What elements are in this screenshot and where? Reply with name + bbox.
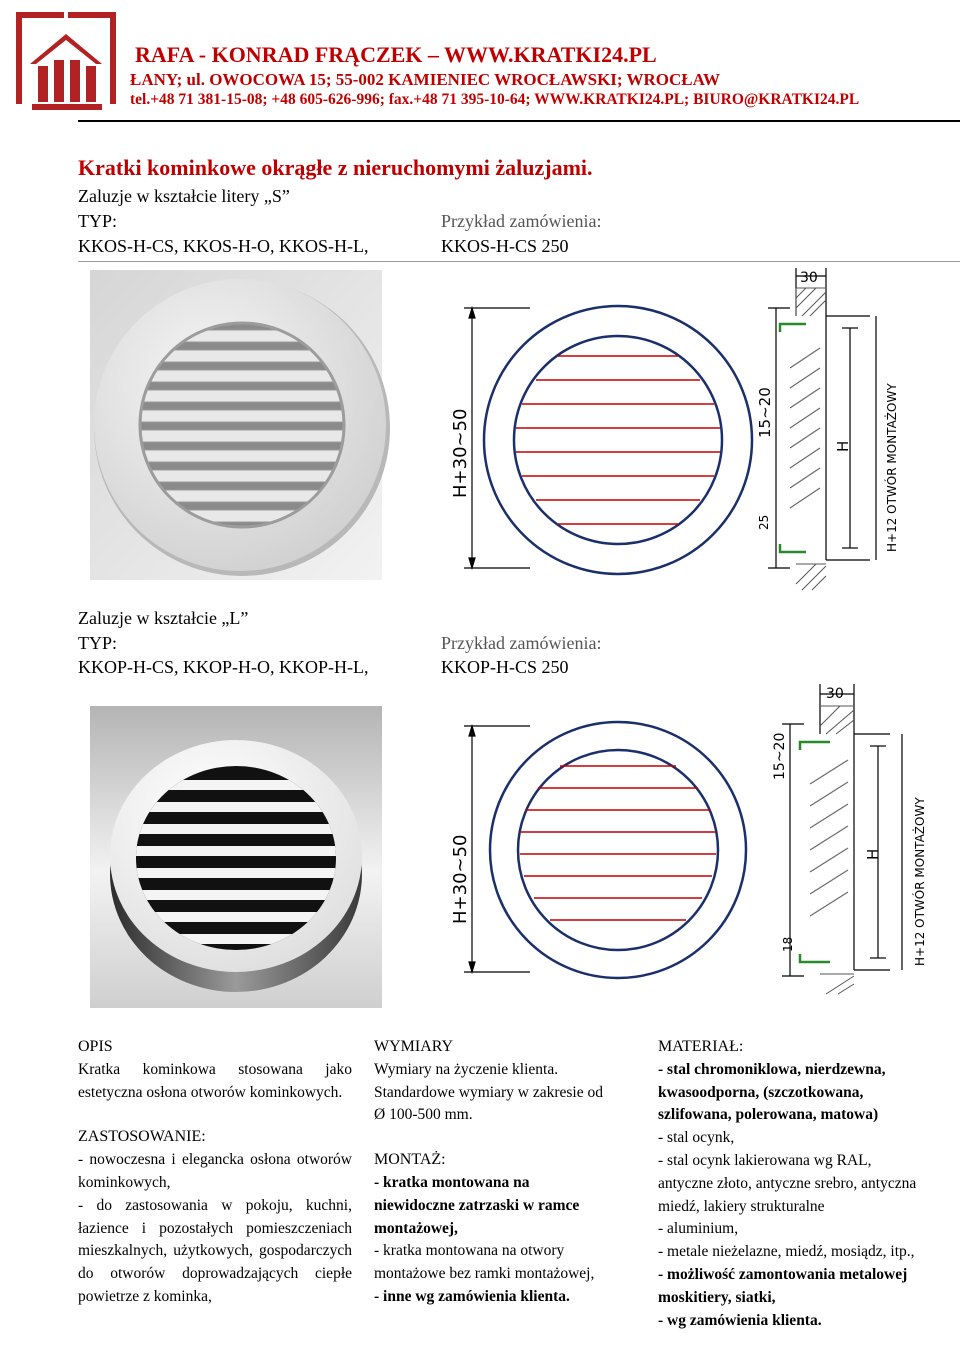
dim-top-s: 30 [800, 270, 818, 286]
company-logo [6, 4, 126, 116]
dim-opening-l: H+12 OTWÓR MONTAŻOWY [913, 797, 927, 966]
dim-slat-s: 15~20 [756, 387, 774, 438]
dim-h-s: H [834, 440, 852, 452]
company-name: RAFA - KONRAD FRĄCZEK – WWW.KRATKI24.PL [135, 42, 657, 67]
document-title: Kratki kominkowe okrągłe z nieruchomymi żaluzjami. [78, 155, 593, 180]
dim-outer-l: H+30~50 [450, 834, 471, 924]
section-l-typ-label: TYP: [78, 633, 118, 653]
material-line: - aluminium, [658, 1220, 739, 1238]
product-photo-s-louvre [90, 270, 382, 580]
material-line: antyczne złoto, antyczne srebro, antyczna [658, 1174, 917, 1192]
section-l-order-label: Przykład zamówienia: [441, 633, 602, 653]
section-s-order-example: KKOS-H-CS 250 [441, 236, 569, 256]
material-line: - możliwość zamontowania metalowej [658, 1265, 908, 1283]
material-line: moskitiery, siatki, [658, 1288, 776, 1306]
montaz-line: montażowej, [374, 1219, 458, 1237]
montaz-heading: MONTAŻ: [374, 1151, 446, 1169]
technical-drawing-s [450, 268, 950, 590]
company-contact: tel.+48 71 381-15-08; +48 605-626-996; fax.+48 71 395-10-64; WWW.KRATKI24.PL; BIURO@KRATKI24.PL [130, 91, 860, 108]
column-opis [78, 1036, 352, 1309]
section-s-typ-label: TYP: [78, 211, 118, 231]
material-line: szlifowana, polerowana, matowa) [658, 1106, 879, 1124]
dim-outer-s: H+30~50 [450, 408, 471, 498]
dim-h-l: H [864, 848, 882, 860]
wymiary-line: Wymiary na życzenie klienta. [374, 1060, 559, 1078]
wymiary-line: Standardowe wymiary w zakresie od [374, 1083, 603, 1101]
technical-drawing-l [450, 684, 950, 994]
column-material [658, 1036, 958, 1332]
dim-bottom-s: 25 [757, 514, 771, 530]
montaz-line: niewidoczne zatrzaski w ramce [374, 1196, 580, 1214]
material-line: - stal ocynk, [658, 1129, 735, 1147]
product-photo-l-louvre [90, 706, 382, 1008]
wymiary-line: Ø 100-500 mm. [374, 1106, 473, 1124]
material-line: - metale nieżelazne, miedź, mosiądz, itp., [658, 1243, 915, 1261]
material-line: - wg zamówienia klienta. [658, 1311, 822, 1329]
section-l-order-example: KKOP-H-CS 250 [441, 657, 569, 677]
zastosowanie-p2: - do zastosowania w pokoju, kuchni, łazience i pozostałych pomieszczeniach mieszkalnych, użytkowych, gospodarczych do otworów doprowadzających ciepłe powietrze z kominka, [78, 1196, 352, 1305]
montaz-line: - kratka montowana na [374, 1173, 530, 1191]
section-l-subtitle: Zaluzje w kształcie „L” [78, 608, 249, 628]
opis-text: Kratka kominkowa stosowana jako estetyczna osłona otworów kominkowych. [78, 1060, 352, 1101]
column-wymiary [374, 1036, 636, 1309]
material-line: - stal ocynk lakierowana wg RAL, [658, 1151, 872, 1169]
material-heading: MATERIAŁ: [658, 1038, 744, 1055]
montaz-line: - inne wg zamówienia klienta. [374, 1287, 570, 1305]
dim-bottom-l: 18 [781, 936, 795, 952]
section-s-types: KKOS-H-CS, KKOS-H-O, KKOS-H-L, [78, 236, 369, 256]
montaz-line: - kratka montowana na otwory [374, 1242, 565, 1260]
header-divider [78, 120, 960, 122]
zastosowanie-heading: ZASTOSOWANIE: [78, 1128, 206, 1146]
section-s-subtitle: Zaluzje w kształcie litery „S” [78, 186, 290, 206]
dim-top-l: 30 [826, 686, 844, 702]
material-line: miedź, lakiery strukturalne [658, 1197, 825, 1215]
logo-graphic [6, 4, 126, 116]
section-l-types: KKOP-H-CS, KKOP-H-O, KKOP-H-L, [78, 657, 369, 677]
dim-slat-l: 15~20 [772, 732, 788, 780]
material-line: - stal chromoniklowa, nierdzewna, [658, 1060, 886, 1078]
zastosowanie-p1: - nowoczesna i elegancka osłona otworów kominkowych, [78, 1151, 352, 1191]
section-s-order-label: Przykład zamówienia: [441, 211, 602, 231]
material-line: kwasoodporna, (szczotkowana, [658, 1083, 864, 1101]
montaz-line: montażowe bez ramki montażowej, [374, 1265, 595, 1283]
wymiary-heading: WYMIARY [374, 1038, 454, 1055]
dim-opening-s: H+12 OTWÓR MONTAŻOWY [885, 383, 899, 552]
company-address: ŁANY; ul. OWOCOWA 15; 55-002 KAMIENIEC WROCŁAWSKI; WROCŁAW [130, 70, 721, 89]
opis-heading: OPIS [78, 1038, 113, 1055]
section-s-divider [78, 261, 960, 262]
